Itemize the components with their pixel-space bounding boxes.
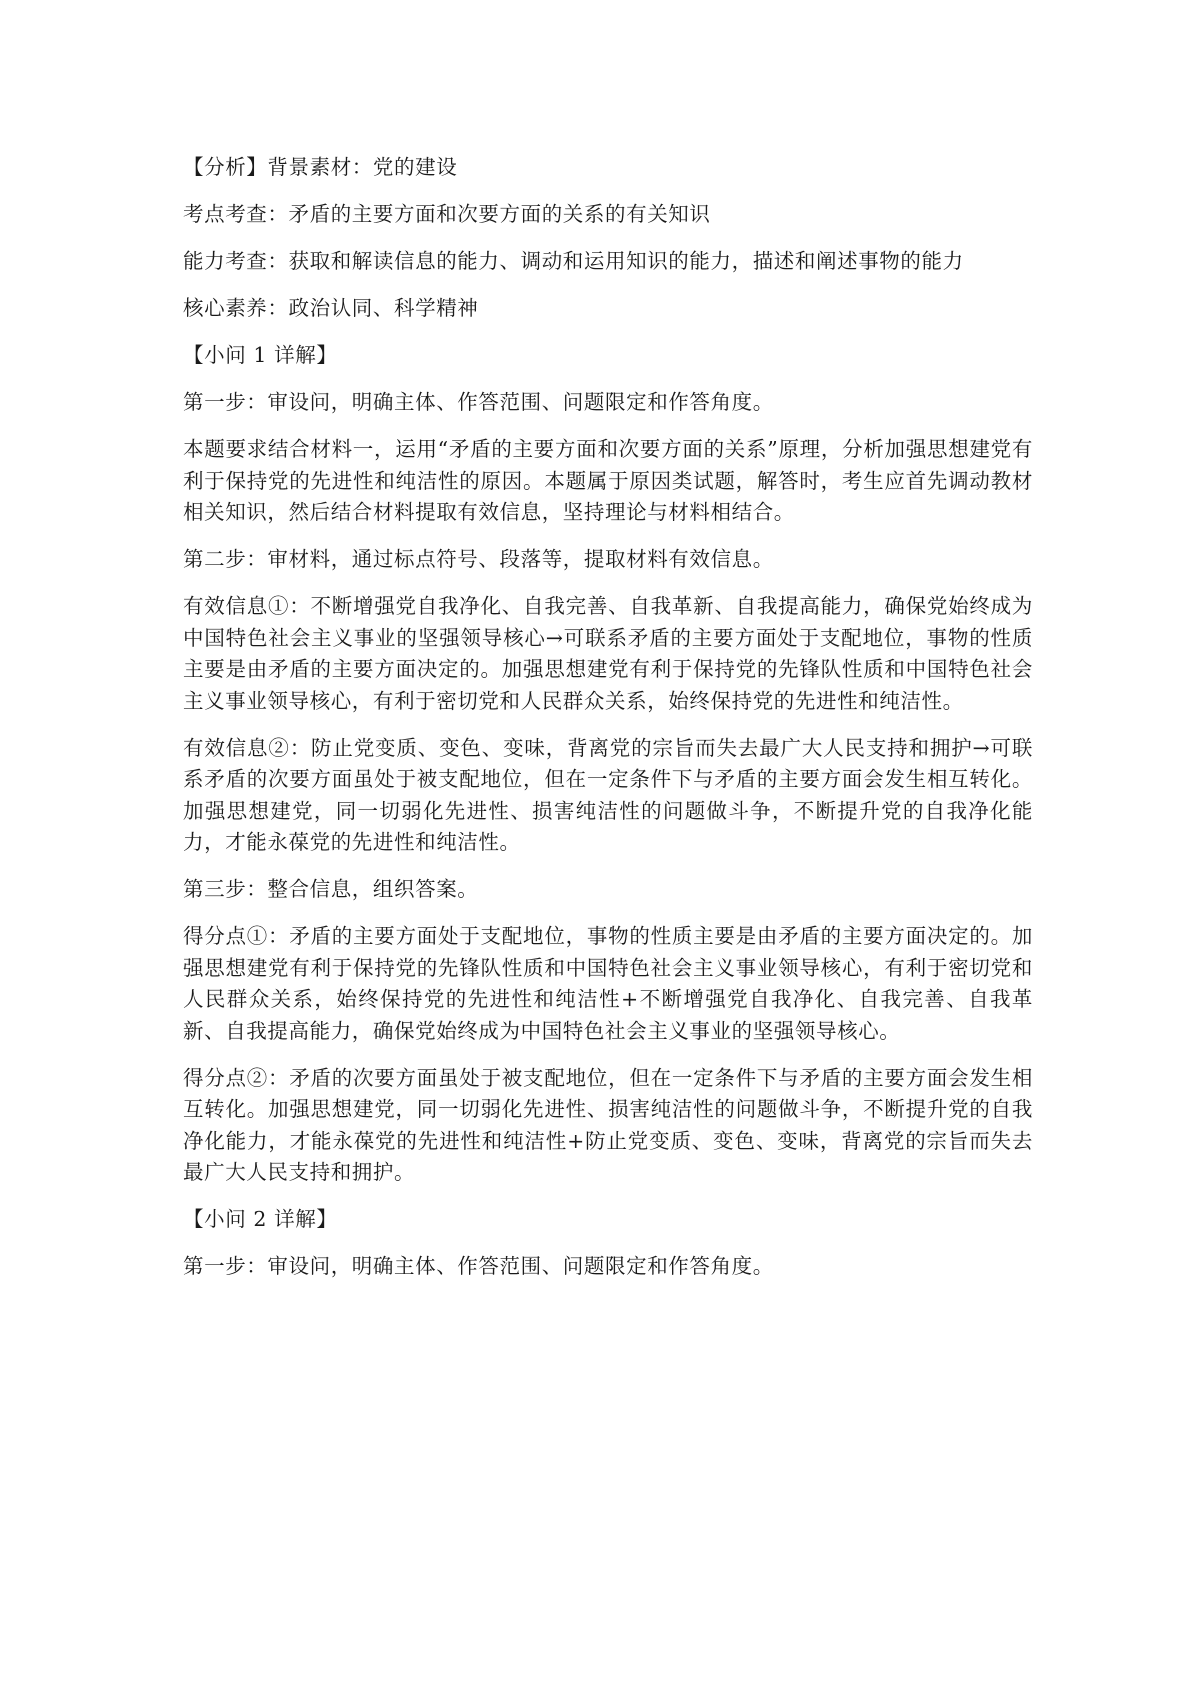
exam-point-line: 考点考查：矛盾的主要方面和次要方面的关系的有关知识 bbox=[183, 202, 711, 226]
question-requirement-paragraph: 本题要求结合材料一，运用“矛盾的主要方面和次要方面的关系”原理，分析加强思想建党有利于保持党的先进性和纯洁性的原因。本题属于原因类试题，解答时，考生应首先调动教材相关知识，然后结合材料提取有效信息，坚持理论与材料相结合。 bbox=[183, 437, 1033, 524]
effective-info-2-paragraph: 有效信息②：防止党变质、变色、变味，背离党的宗旨而失去最广大人民支持和拥护→可联系矛盾的次要方面虽处于被支配地位，但在一定条件下与矛盾的主要方面会发生相互转化。加强思想建党，同一切弱化先进性、损害纯洁性的问题做斗争，不断提升党的自我净化能力，才能永葆党的先进性和纯洁性。 bbox=[183, 735, 1033, 854]
step-1-paragraph: 第一步：审设问，明确主体、作答范围、问题限定和作答角度。 bbox=[183, 390, 774, 414]
sub-question-2-heading: 【小问 2 详解】 bbox=[183, 1207, 338, 1231]
ability-line: 能力考查：获取和解读信息的能力、调动和运用知识的能力，描述和阐述事物的能力 bbox=[183, 249, 964, 273]
analysis-heading: 【分析】背景素材：党的建设 bbox=[183, 155, 458, 179]
scoring-point-1-paragraph: 得分点①：矛盾的主要方面处于支配地位，事物的性质主要是由矛盾的主要方面决定的。加强思想建党有利于保持党的先锋队性质和中国特色社会主义事业领导核心，有利于密切党和人民群众关系，始终保持党的先进性和纯洁性+不断增强党自我净化、自我完善、自我革新、自我提高能力，确保党始终成为中国特色社会主义事业的坚强领导核心。 bbox=[183, 924, 1033, 1043]
core-literacy-line: 核心素养：政治认同、科学精神 bbox=[183, 296, 479, 320]
effective-info-1-paragraph: 有效信息①：不断增强党自我净化、自我完善、自我革新、自我提高能力，确保党始终成为中国特色社会主义事业的坚强领导核心→可联系矛盾的主要方面处于支配地位，事物的性质主要是由矛盾的主要方面决定的。加强思想建党有利于保持党的先锋队性质和中国特色社会主义事业领导核心，有利于密切党和人民群众关系，始终保持党的先进性和纯洁性。 bbox=[183, 594, 1033, 713]
step-1-repeat-paragraph: 第一步：审设问，明确主体、作答范围、问题限定和作答角度。 bbox=[183, 1254, 774, 1278]
step-3-paragraph: 第三步：整合信息，组织答案。 bbox=[183, 877, 479, 901]
step-2-paragraph: 第二步：审材料，通过标点符号、段落等，提取材料有效信息。 bbox=[183, 547, 774, 571]
sub-question-1-heading: 【小问 1 详解】 bbox=[183, 343, 338, 367]
document-body bbox=[183, 152, 1033, 1283]
scoring-point-2-paragraph: 得分点②：矛盾的次要方面虽处于被支配地位，但在一定条件下与矛盾的主要方面会发生相互转化。加强思想建党，同一切弱化先进性、损害纯洁性的问题做斗争，不断提升党的自我净化能力，才能永葆党的先进性和纯洁性+防止党变质、变色、变味，背离党的宗旨而失去最广大人民支持和拥护。 bbox=[183, 1065, 1033, 1184]
